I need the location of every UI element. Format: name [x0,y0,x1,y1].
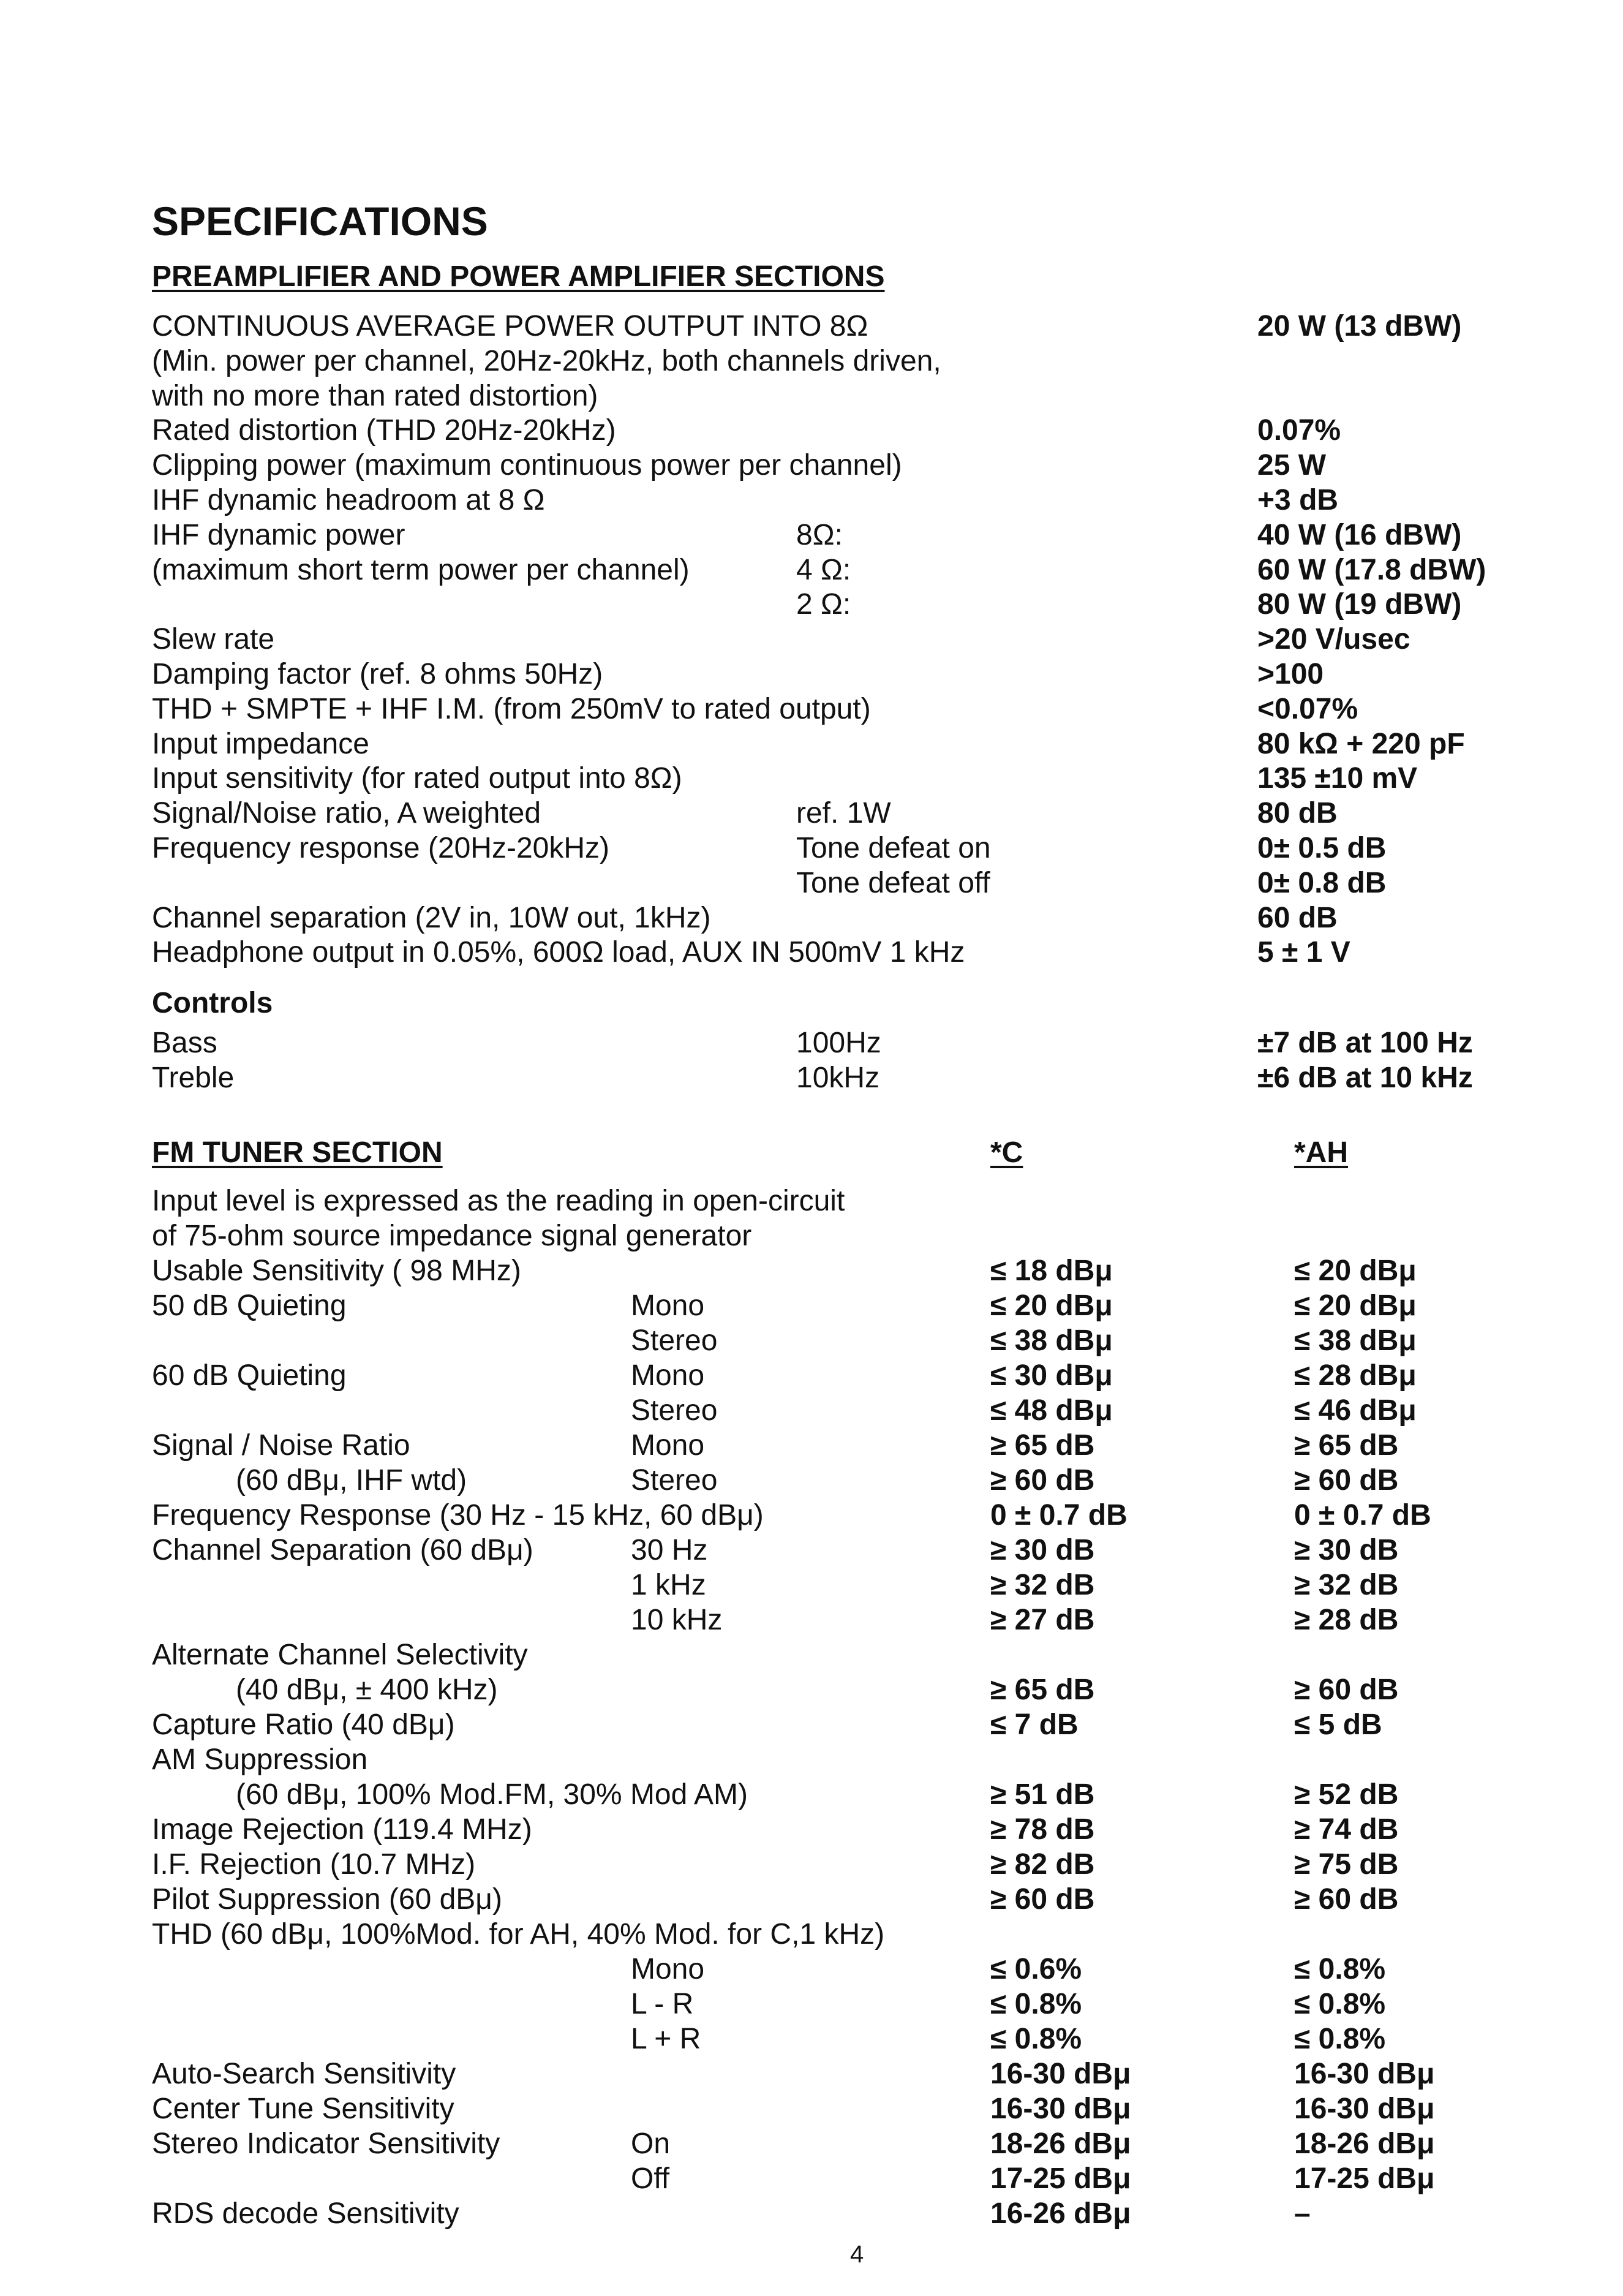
spec-value-ah: ≤ 0.8% [1294,2023,1386,2055]
spec-label: Bass [152,1027,217,1059]
spec-value-ah: ≥ 60 dB [1294,1883,1399,1916]
amp-section-heading: PREAMPLIFIER AND POWER AMPLIFIER SECTIONS [152,260,885,293]
spec-value-c: 16-30 dBμ [990,2058,1131,2090]
spec-row [0,2022,1623,2056]
spec-label: Input sensitivity (for rated output into 8Ω) [152,762,682,795]
spec-row [0,1323,1623,1358]
spec-value-c: ≥ 82 dB [990,1848,1095,1881]
spec-row [0,1672,1623,1707]
spec-condition: 30 Hz [631,1534,708,1566]
spec-value: 80 W (19 dBW) [1257,588,1462,621]
spec-label: Channel separation (2V in, 10W out, 1kHz) [152,901,711,934]
spec-value-ah: 18-26 dBμ [1294,2128,1435,2160]
spec-row [0,1184,1623,1218]
spec-label: CONTINUOUS AVERAGE POWER OUTPUT INTO 8Ω [152,310,868,342]
spec-row [0,2056,1623,2091]
spec-value-c: ≥ 65 dB [990,1429,1095,1462]
spec-value-c: ≤ 7 dB [990,1709,1079,1741]
spec-value-ah: 17-25 dBμ [1294,2162,1435,2195]
spec-value-ah: 0 ± 0.7 dB [1294,1499,1431,1531]
spec-row [0,622,1623,657]
spec-value-ah: ≥ 52 dB [1294,1778,1399,1811]
spec-value: >20 V/usec [1257,623,1410,656]
spec-label: Rated distortion (THD 20Hz-20kHz) [152,414,616,447]
spec-label: (40 dBμ, ± 400 kHz) [236,1674,498,1706]
spec-row [0,1393,1623,1428]
spec-label: Signal/Noise ratio, A weighted [152,797,541,830]
spec-value-c: 16-30 dBμ [990,2093,1131,2125]
fm-column-ah-header: *AH [1294,1136,1349,1169]
fm-section-heading: FM TUNER SECTION [152,1136,443,1169]
spec-label: Headphone output in 0.05%, 600Ω load, AUX IN 500mV 1 kHz [152,936,965,969]
spec-value-c: ≥ 51 dB [990,1778,1095,1811]
spec-row [0,344,1623,379]
spec-label: THD (60 dBμ, 100%Mod. for AH, 40% Mod. for C,1 kHz) [152,1918,885,1950]
spec-row [0,657,1623,692]
spec-value-ah: ≥ 28 dB [1294,1604,1399,1636]
spec-condition: Mono [631,1429,705,1462]
spec-row [0,1952,1623,1987]
spec-value: 25 W [1257,449,1327,482]
spec-value-ah: ≤ 0.8% [1294,1988,1386,2020]
spec-condition: Stereo [631,1464,718,1497]
spec-value-ah: ≥ 65 dB [1294,1429,1399,1462]
spec-row [0,553,1623,587]
spec-label: Pilot Suppression (60 dBμ) [152,1883,502,1916]
spec-value-c: ≤ 0.8% [990,2023,1082,2055]
spec-value-c: ≥ 30 dB [990,1534,1095,1566]
spec-value-c: ≤ 20 dBμ [990,1290,1113,1322]
fm-column-c-header: *C [990,1136,1023,1169]
spec-condition: Mono [631,1290,705,1322]
spec-value: <0.07% [1257,692,1358,725]
spec-value-c: ≤ 38 dBμ [990,1324,1113,1357]
spec-row [0,1637,1623,1672]
spec-value-c: ≥ 65 dB [990,1674,1095,1706]
spec-row [0,1428,1623,1463]
spec-condition: 4 Ω: [796,553,851,586]
spec-row [0,1917,1623,1952]
spec-label: Center Tune Sensitivity [152,2093,454,2125]
spec-value-ah: – [1294,2197,1311,2230]
spec-condition: 10kHz [796,1061,880,1094]
spec-value: 0.07% [1257,414,1341,447]
spec-condition: Stereo [631,1394,718,1427]
spec-condition: Mono [631,1359,705,1392]
spec-value-c: ≤ 30 dBμ [990,1359,1113,1392]
spec-label: Input impedance [152,727,369,760]
spec-label: (Min. power per channel, 20Hz-20kHz, both channels driven, [152,344,941,377]
spec-condition: Tone defeat on [796,832,991,864]
spec-row [0,761,1623,796]
spec-label: I.F. Rejection (10.7 MHz) [152,1848,476,1881]
spec-row [0,1060,1623,1095]
spec-value: >100 [1257,658,1324,690]
spec-value: 80 kΩ + 220 pF [1257,727,1465,760]
spec-row [0,448,1623,483]
spec-condition: 100Hz [796,1027,881,1059]
spec-row [0,1463,1623,1498]
spec-row [0,1847,1623,1882]
spec-label: Frequency response (20Hz-20kHz) [152,832,609,864]
spec-label: IHF dynamic headroom at 8 Ω [152,484,545,516]
spec-row [0,1882,1623,1917]
spec-label: THD + SMPTE + IHF I.M. (from 250mV to rated output) [152,692,871,725]
spec-label: (maximum short term power per channel) [152,553,690,586]
spec-condition: Tone defeat off [796,866,990,899]
spec-row [0,2091,1623,2126]
spec-label: Damping factor (ref. 8 ohms 50Hz) [152,658,603,690]
spec-label: 50 dB Quieting [152,1290,347,1322]
spec-value-c: ≤ 18 dBμ [990,1255,1113,1287]
spec-value-ah: ≤ 38 dBμ [1294,1324,1417,1357]
spec-value-ah: ≥ 60 dB [1294,1674,1399,1706]
spec-value-ah: ≥ 74 dB [1294,1813,1399,1846]
spec-value: 40 W (16 dBW) [1257,518,1462,551]
spec-value-c: 17-25 dBμ [990,2162,1131,2195]
spec-row [0,413,1623,448]
spec-value-c: 18-26 dBμ [990,2128,1131,2160]
spec-value: ±6 dB at 10 kHz [1257,1061,1473,1094]
spec-value-c: ≥ 32 dB [990,1569,1095,1601]
spec-value-ah: ≤ 20 dBμ [1294,1290,1417,1322]
spec-value: 135 ±10 mV [1257,762,1418,795]
spec-value: 5 ± 1 V [1257,936,1350,969]
spec-label: IHF dynamic power [152,518,405,551]
spec-label: Image Rejection (119.4 MHz) [152,1813,532,1846]
spec-row [0,692,1623,727]
spec-condition: 2 Ω: [796,588,851,621]
spec-row [0,2161,1623,2196]
spec-row [0,483,1623,518]
spec-label: Usable Sensitivity ( 98 MHz) [152,1255,521,1287]
spec-value-c: ≤ 48 dBμ [990,1394,1113,1427]
spec-value: ±7 dB at 100 Hz [1257,1027,1473,1059]
page-title: SPECIFICATIONS [152,198,488,244]
spec-condition: On [631,2128,671,2160]
spec-label: Capture Ratio (40 dBμ) [152,1709,455,1741]
spec-value: 60 W (17.8 dBW) [1257,553,1486,586]
spec-row [0,1742,1623,1777]
spec-label: AM Suppression [152,1743,368,1776]
spec-label: Slew rate [152,623,275,656]
spec-value-c: ≤ 0.6% [990,1953,1082,1985]
spec-row [0,1358,1623,1393]
spec-value-c: 16-26 dBμ [990,2197,1131,2230]
spec-row [0,901,1623,935]
spec-row [0,1568,1623,1603]
spec-value-c: ≥ 60 dB [990,1464,1095,1497]
spec-row [0,1987,1623,2022]
spec-label: Frequency Response (30 Hz - 15 kHz, 60 dBμ) [152,1499,764,1531]
spec-condition: Stereo [631,1324,718,1357]
spec-value-ah: ≥ 32 dB [1294,1569,1399,1601]
spec-label: Channel Separation (60 dBμ) [152,1534,533,1566]
spec-label: with no more than rated distortion) [152,379,598,412]
spec-row [0,1603,1623,1637]
spec-value-c: 0 ± 0.7 dB [990,1499,1128,1531]
spec-value-c: ≥ 27 dB [990,1604,1095,1636]
spec-value: +3 dB [1257,484,1339,516]
spec-row [0,1777,1623,1812]
spec-label: Signal / Noise Ratio [152,1429,410,1462]
spec-row [0,309,1623,344]
spec-row [0,1498,1623,1533]
spec-value-c: ≤ 0.8% [990,1988,1082,2020]
spec-row [0,831,1623,866]
spec-condition: Off [631,2162,670,2195]
spec-value-ah: ≤ 46 dBμ [1294,1394,1417,1427]
spec-condition: 8Ω: [796,518,843,551]
spec-row [0,379,1623,414]
spec-label: Treble [152,1061,235,1094]
spec-value: 80 dB [1257,797,1338,830]
spec-row [0,1218,1623,1253]
spec-label: (60 dBμ, IHF wtd) [236,1464,467,1497]
spec-value-ah: ≥ 30 dB [1294,1534,1399,1566]
spec-row [0,727,1623,761]
spec-condition: 1 kHz [631,1569,706,1601]
spec-label: Stereo Indicator Sensitivity [152,2128,500,2160]
spec-value-ah: 16-30 dBμ [1294,2058,1435,2090]
spec-label: Input level is expressed as the reading in open-circuit [152,1185,845,1217]
spec-label: of 75-ohm source impedance signal generator [152,1220,752,1252]
spec-row [0,1288,1623,1323]
controls-heading: Controls [152,987,273,1019]
spec-value: 60 dB [1257,901,1338,934]
spec-label: Auto-Search Sensitivity [152,2058,456,2090]
spec-value-ah: ≤ 0.8% [1294,1953,1386,1985]
spec-row [0,518,1623,553]
spec-value-ah: 16-30 dBμ [1294,2093,1435,2125]
spec-row [0,2196,1623,2231]
spec-value-ah: ≤ 5 dB [1294,1709,1382,1741]
spec-value: 20 W (13 dBW) [1257,310,1462,342]
spec-row [0,2126,1623,2161]
spec-row [0,1253,1623,1288]
spec-row [0,1812,1623,1847]
spec-value-ah: ≤ 28 dBμ [1294,1359,1417,1392]
spec-value-ah: ≥ 75 dB [1294,1848,1399,1881]
spec-condition: 10 kHz [631,1604,723,1636]
spec-condition: Mono [631,1953,705,1985]
spec-row [0,796,1623,831]
spec-row [0,866,1623,901]
spec-label: (60 dBμ, 100% Mod.FM, 30% Mod AM) [236,1778,748,1811]
spec-value-c: ≥ 60 dB [990,1883,1095,1916]
spec-label: Alternate Channel Selectivity [152,1639,528,1671]
spec-row [0,935,1623,970]
spec-condition: L - R [631,1988,694,2020]
page-number: 4 [850,2241,864,2268]
spec-label: Clipping power (maximum continuous power per channel) [152,449,902,482]
spec-row [0,587,1623,622]
spec-row [0,1707,1623,1742]
spec-condition: L + R [631,2023,701,2055]
spec-label: RDS decode Sensitivity [152,2197,459,2230]
spec-row [0,1533,1623,1568]
spec-value: 0± 0.5 dB [1257,832,1387,864]
spec-value-ah: ≥ 60 dB [1294,1464,1399,1497]
spec-value-c: ≥ 78 dB [990,1813,1095,1846]
spec-value: 0± 0.8 dB [1257,866,1387,899]
spec-label: 60 dB Quieting [152,1359,347,1392]
spec-value-ah: ≤ 20 dBμ [1294,1255,1417,1287]
spec-condition: ref. 1W [796,797,891,830]
spec-row [0,1025,1623,1060]
